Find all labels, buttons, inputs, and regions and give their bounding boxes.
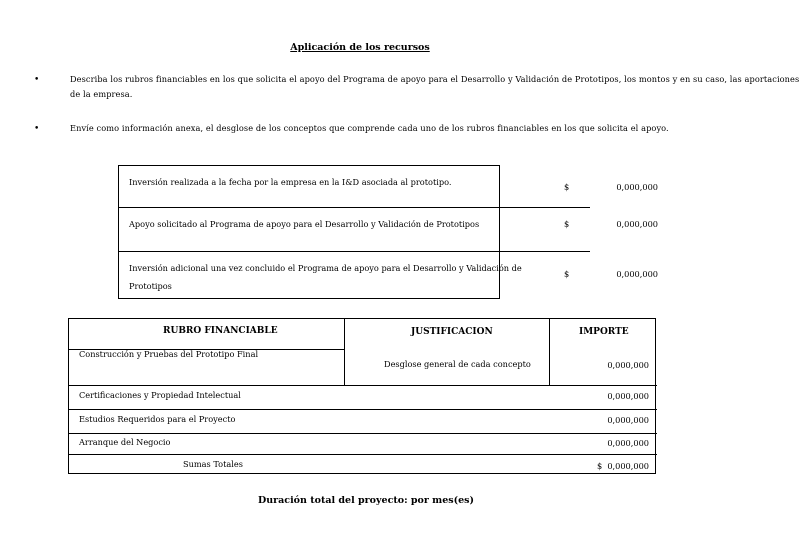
importe-amount: 0,000,000 — [607, 415, 649, 425]
bullet-line: Describa los rubros financiables en los que solicita el apoyo del Programa de apoyo para el Desarrollo y Validación de Prototipos, los montos y en su caso, las aportaciones — [70, 74, 799, 84]
row-divider — [69, 454, 657, 455]
totals-amount: 0,000,000 — [607, 461, 649, 471]
bullet-marker: • — [34, 124, 40, 134]
column-divider — [549, 319, 550, 386]
bullet-item-annex — [70, 121, 710, 136]
investment-table — [118, 165, 658, 299]
rubro-label: Construcción y Pruebas del Prototipo Final — [79, 349, 259, 359]
row-divider — [69, 433, 657, 434]
currency-symbol: $ — [564, 182, 570, 192]
project-duration: Duración total del proyecto: por mes(es) — [257, 495, 475, 506]
bullet-line: de la empresa. — [70, 89, 133, 99]
importe-amount: 0,000,000 — [607, 391, 649, 401]
investment-label-line: Prototipos — [129, 281, 172, 291]
rubro-label: Certificaciones y Propiedad Intelectual — [79, 390, 241, 400]
investment-row — [118, 251, 658, 299]
justificacion-text: Desglose general de cada concepto — [384, 359, 531, 369]
investment-label-line: Inversión adicional una vez concluido el Programa de apoyo para el Desarrollo y Validación de — [129, 263, 522, 273]
totals-label: Sumas Totales — [183, 459, 243, 469]
investment-label — [129, 259, 522, 295]
importe-amount: 0,000,000 — [607, 360, 649, 370]
row-divider — [69, 409, 657, 410]
investment-amount: 0,000,000 — [616, 182, 658, 192]
row-divider — [69, 385, 657, 386]
header-justificacion: JUSTIFICACION — [411, 327, 493, 337]
rubro-label: Estudios Requeridos para el Proyecto — [79, 414, 236, 424]
investment-label-cell — [118, 207, 500, 251]
currency-symbol: $ — [564, 269, 570, 279]
investment-amount: 0,000,000 — [616, 269, 658, 279]
investment-label-cell — [118, 251, 522, 299]
importe-amount: 0,000,000 — [607, 438, 649, 448]
column-divider — [344, 319, 345, 386]
investment-label-cell — [118, 165, 500, 207]
currency-symbol: $ — [564, 219, 570, 229]
page-title: Aplicación de los recursos — [290, 42, 430, 53]
header-importe: IMPORTE — [579, 327, 629, 337]
investment-label: Inversión realizada a la fecha por la empresa en la I&D asociada al prototipo. — [129, 177, 452, 187]
bullet-item-resources — [70, 72, 799, 102]
investment-label: Apoyo solicitado al Programa de apoyo para el Desarrollo y Validación de Prototipos — [129, 219, 480, 229]
bullet-marker: • — [34, 75, 40, 85]
rubro-label: Arranque del Negocio — [79, 437, 171, 447]
bullet-line: Envíe como información anexa, el desglose de los conceptos que comprende cada uno de los rubros financiables en los que solicita el apoyo. — [70, 123, 669, 133]
investment-row — [118, 207, 658, 252]
financial-table — [68, 318, 656, 474]
totals-currency: $ — [597, 461, 603, 471]
investment-amount: 0,000,000 — [616, 219, 658, 229]
investment-row — [118, 165, 658, 208]
header-rubro: RUBRO FINANCIABLE — [163, 326, 278, 336]
